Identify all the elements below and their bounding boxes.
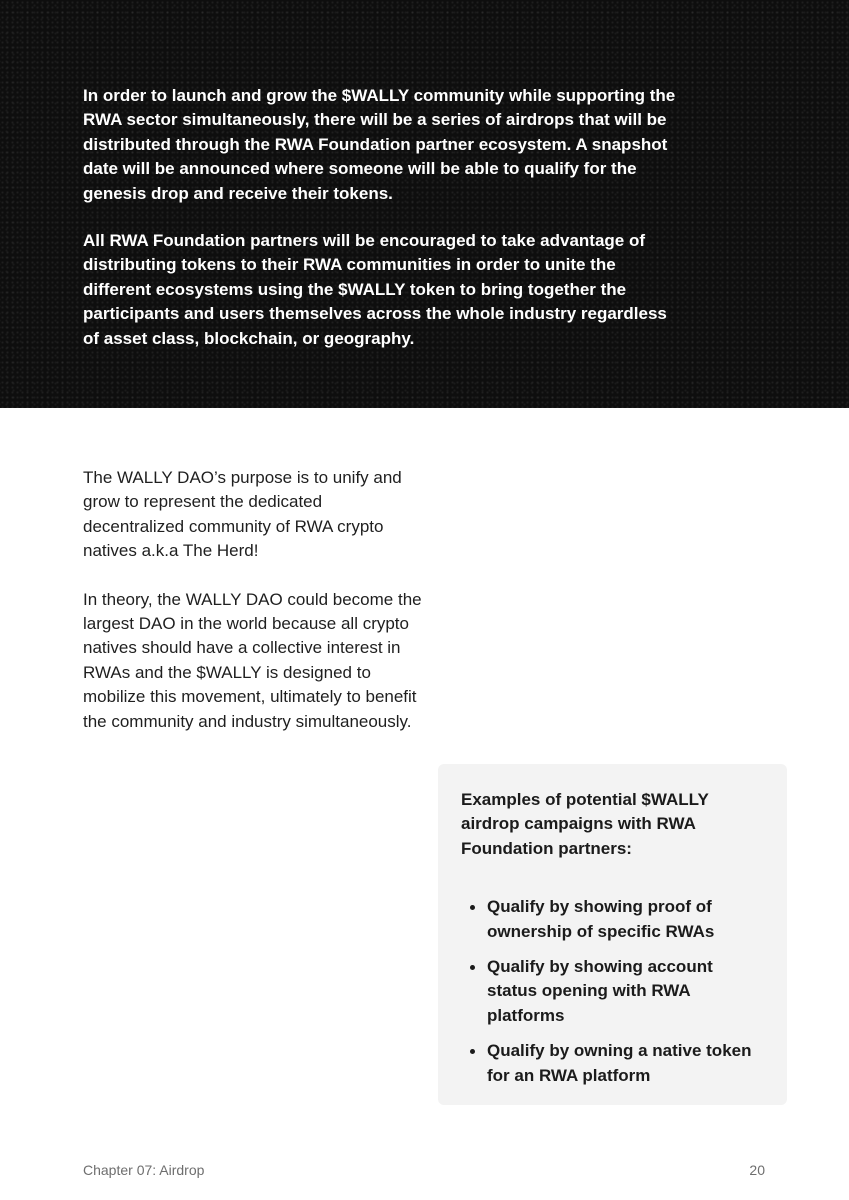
bullet-icon [470,1049,475,1054]
list-item [461,1039,764,1088]
intro-paragraph: In order to launch and grow the $WALLY community while supporting the RWA sector simultaneously, there will be a series of airdrops that will be distributed through the RWA Foundation partner ecosystem. A snapshot date will be announced where someone will be able to qualify for the genesis drop and receive their tokens. [83,86,676,203]
bullet-icon [470,905,475,910]
footer-chapter: Chapter 07: Airdrop [83,1162,205,1178]
examples-list [461,895,764,1088]
list-item-text: Qualify by showing proof of ownership of specific RWAs [487,897,715,941]
intro-text [83,84,683,374]
intro-section [0,0,849,408]
examples-box [438,764,787,1105]
body-paragraph: In theory, the WALLY DAO could become the largest DAO in the world because all crypto natives should have a collective interest in RWAs and the $WALLY is designed to mobilize this movement, ultimately to benefit the community and industry simultaneously. [83,589,422,731]
list-item-text: Qualify by owning a native token for an RWA platform [487,1041,752,1085]
body-text [83,466,423,758]
list-item-text: Qualify by showing account status opening with RWA platforms [487,957,713,1025]
list-item [461,955,764,1028]
bullet-icon [470,965,475,970]
body-paragraph: The WALLY DAO’s purpose is to unify and grow to represent the dedicated decentralized community of RWA crypto natives a.k.a The Herd! [83,468,402,561]
page-number: 20 [749,1162,765,1178]
list-item [461,895,764,944]
examples-title: Examples of potential $WALLY airdrop campaigns with RWA Foundation partners: [461,790,709,858]
intro-paragraph: All RWA Foundation partners will be encouraged to take advantage of distributing tokens to their RWA communities in order to unite the different ecosystems using the $WALLY token to bring together the participants and users themselves across the whole industry regardless of asset class, blockchain, or geography. [83,231,667,348]
